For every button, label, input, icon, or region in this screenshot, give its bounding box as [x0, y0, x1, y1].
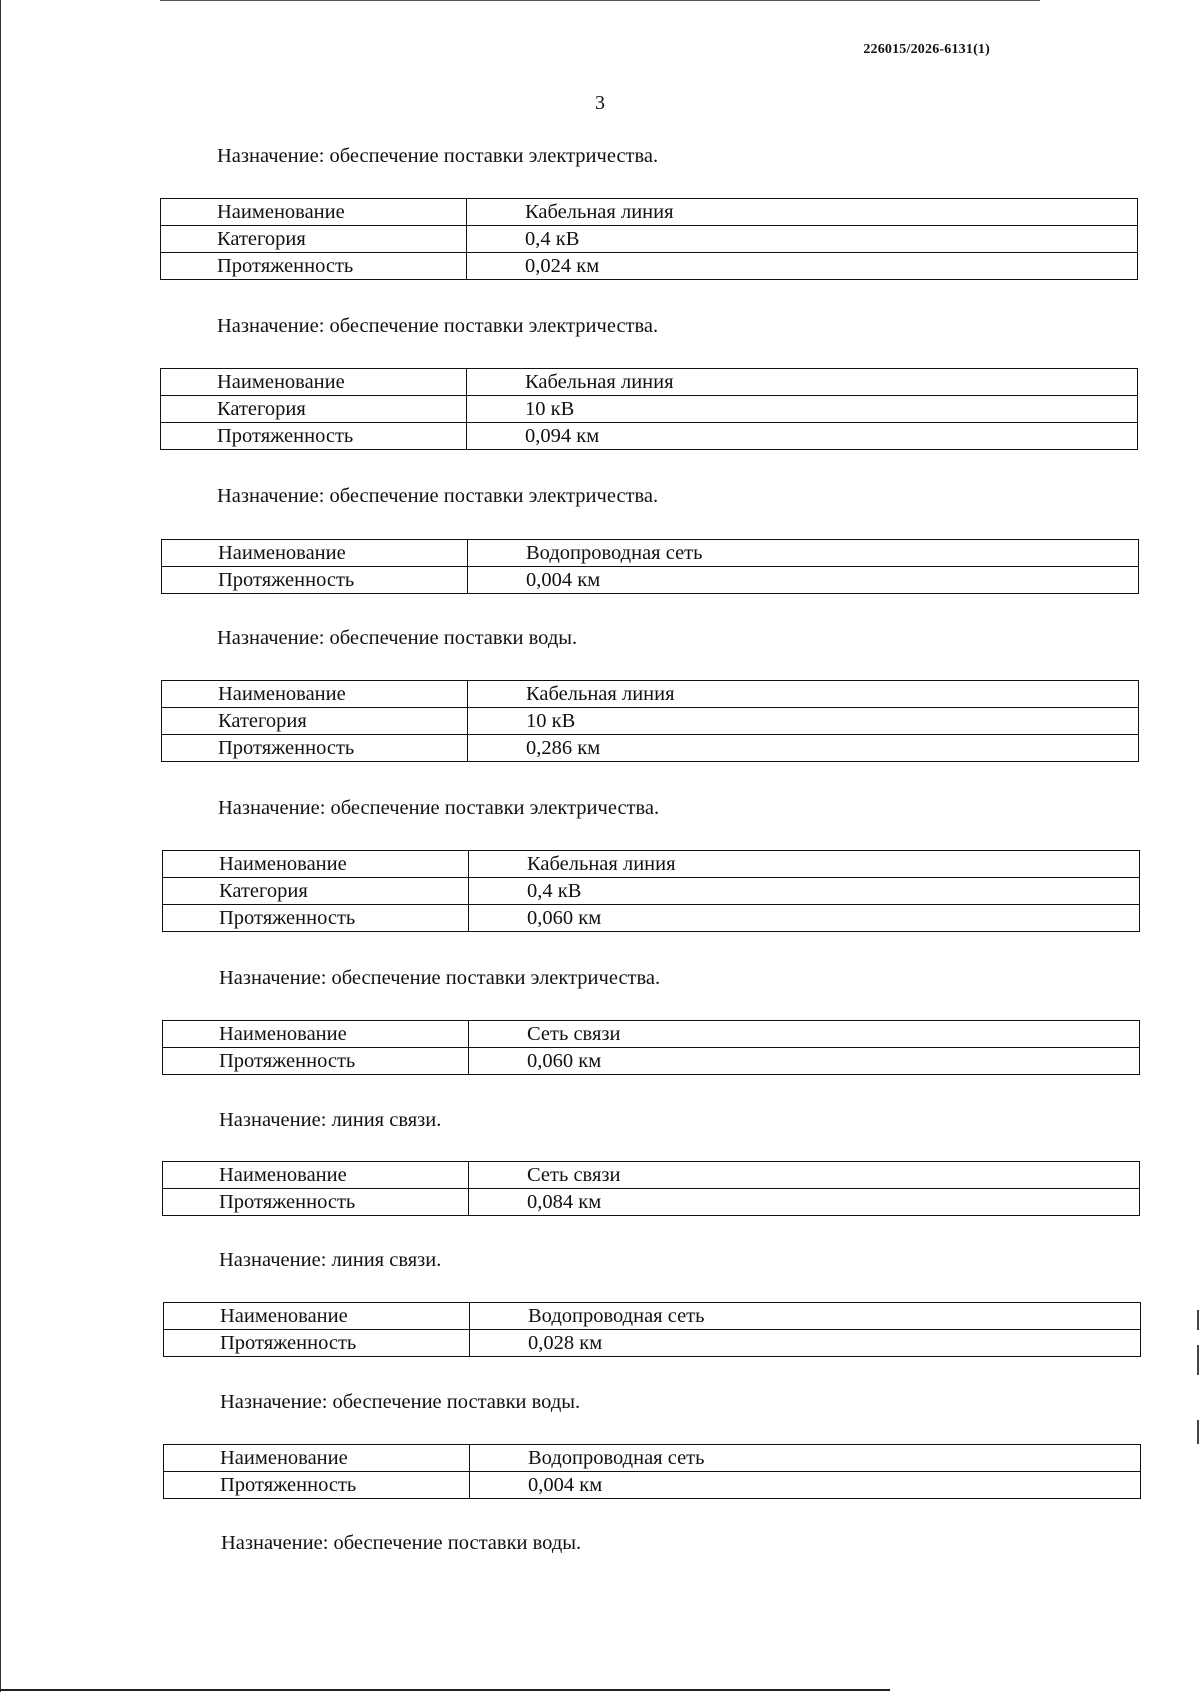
attribute-name: Наименование	[161, 369, 467, 396]
scan-edge-top	[160, 0, 1040, 1]
attribute-value: 0,028 км	[470, 1330, 1141, 1357]
attribute-value: Водопроводная сеть	[470, 1303, 1141, 1330]
table-row	[162, 567, 1139, 594]
attribute-name: Наименование	[164, 1303, 470, 1330]
attribute-value: 0,094 км	[467, 423, 1138, 450]
table-row	[163, 1189, 1140, 1216]
table-row	[164, 1303, 1141, 1330]
attribute-value: 0,286 км	[468, 735, 1139, 762]
attribute-value: Кабельная линия	[468, 681, 1139, 708]
attribute-name: Наименование	[163, 851, 469, 878]
table-row	[163, 851, 1140, 878]
attributes-table	[162, 850, 1140, 932]
attribute-value: 0,004 км	[470, 1472, 1141, 1499]
table-row	[164, 1472, 1141, 1499]
attribute-value: Кабельная линия	[467, 199, 1138, 226]
purpose-line: Назначение: линия связи.	[219, 1109, 442, 1131]
attribute-value: Водопроводная сеть	[468, 540, 1139, 567]
table-row	[163, 905, 1140, 932]
attribute-name: Протяженность	[163, 1048, 469, 1075]
attributes-table	[160, 368, 1138, 450]
attribute-value: Кабельная линия	[469, 851, 1140, 878]
attribute-name: Протяженность	[161, 423, 467, 450]
attribute-name: Наименование	[163, 1021, 469, 1048]
table-row	[162, 708, 1139, 735]
purpose-line: Назначение: обеспечение поставки воды.	[220, 1391, 581, 1413]
table-row	[164, 1330, 1141, 1357]
scan-mark-right	[1197, 1310, 1199, 1330]
table-row	[164, 1445, 1141, 1472]
attribute-name: Категория	[163, 878, 469, 905]
table-row	[161, 226, 1138, 253]
table-row	[161, 423, 1138, 450]
scan-mark-right	[1197, 1345, 1199, 1375]
attribute-name: Наименование	[161, 199, 467, 226]
table-row	[162, 735, 1139, 762]
attribute-value: 0,024 км	[467, 253, 1138, 280]
table-row	[163, 1162, 1140, 1189]
attributes-table	[162, 1020, 1140, 1075]
attribute-name: Протяженность	[162, 567, 468, 594]
table-row	[163, 878, 1140, 905]
attribute-value: 0,004 км	[468, 567, 1139, 594]
attribute-name: Категория	[161, 396, 467, 423]
table-row	[161, 199, 1138, 226]
attributes-table	[160, 198, 1138, 280]
attribute-value: 10 кВ	[468, 708, 1139, 735]
attribute-value: 0,084 км	[469, 1189, 1140, 1216]
attribute-name: Наименование	[164, 1445, 470, 1472]
scan-mark-right	[1197, 1420, 1199, 1444]
attribute-value: 0,4 кВ	[469, 878, 1140, 905]
purpose-line: Назначение: обеспечение поставки воды.	[221, 1532, 582, 1554]
table-row	[163, 1048, 1140, 1075]
purpose-line: Назначение: обеспечение поставки электричества.	[217, 485, 659, 507]
table-row	[163, 1021, 1140, 1048]
attribute-name: Протяженность	[164, 1472, 470, 1499]
attributes-table	[162, 1161, 1140, 1216]
page-number: 3	[595, 92, 605, 114]
attribute-value: 10 кВ	[467, 396, 1138, 423]
attribute-value: 0,4 кВ	[467, 226, 1138, 253]
purpose-line: Назначение: обеспечение поставки электричества.	[217, 145, 659, 167]
purpose-line: Назначение: обеспечение поставки электричества.	[219, 967, 661, 989]
attribute-name: Протяженность	[163, 1189, 469, 1216]
document-number: 226015/2026-6131(1)	[863, 42, 990, 57]
attribute-name: Категория	[161, 226, 467, 253]
table-row	[162, 540, 1139, 567]
attribute-name: Протяженность	[164, 1330, 470, 1357]
scan-edge-bottom	[0, 1689, 890, 1691]
table-row	[161, 396, 1138, 423]
table-row	[161, 369, 1138, 396]
attribute-value: 0,060 км	[469, 905, 1140, 932]
attribute-name: Протяженность	[163, 905, 469, 932]
attribute-value: Кабельная линия	[467, 369, 1138, 396]
attribute-name: Наименование	[163, 1162, 469, 1189]
attribute-value: Сеть связи	[469, 1021, 1140, 1048]
purpose-line: Назначение: обеспечение поставки электричества.	[218, 797, 660, 819]
attribute-value: 0,060 км	[469, 1048, 1140, 1075]
attribute-name: Протяженность	[161, 253, 467, 280]
scan-edge-left	[0, 0, 1, 1692]
attribute-name: Категория	[162, 708, 468, 735]
purpose-line: Назначение: обеспечение поставки воды.	[217, 627, 578, 649]
attributes-table	[163, 1302, 1141, 1357]
attribute-name: Наименование	[162, 681, 468, 708]
attribute-value: Водопроводная сеть	[470, 1445, 1141, 1472]
attribute-name: Наименование	[162, 540, 468, 567]
purpose-line: Назначение: обеспечение поставки электричества.	[217, 315, 659, 337]
purpose-line: Назначение: линия связи.	[219, 1249, 442, 1271]
table-row	[162, 681, 1139, 708]
attribute-name: Протяженность	[162, 735, 468, 762]
attributes-table	[161, 539, 1139, 594]
attribute-value: Сеть связи	[469, 1162, 1140, 1189]
table-row	[161, 253, 1138, 280]
attributes-table	[163, 1444, 1141, 1499]
attributes-table	[161, 680, 1139, 762]
